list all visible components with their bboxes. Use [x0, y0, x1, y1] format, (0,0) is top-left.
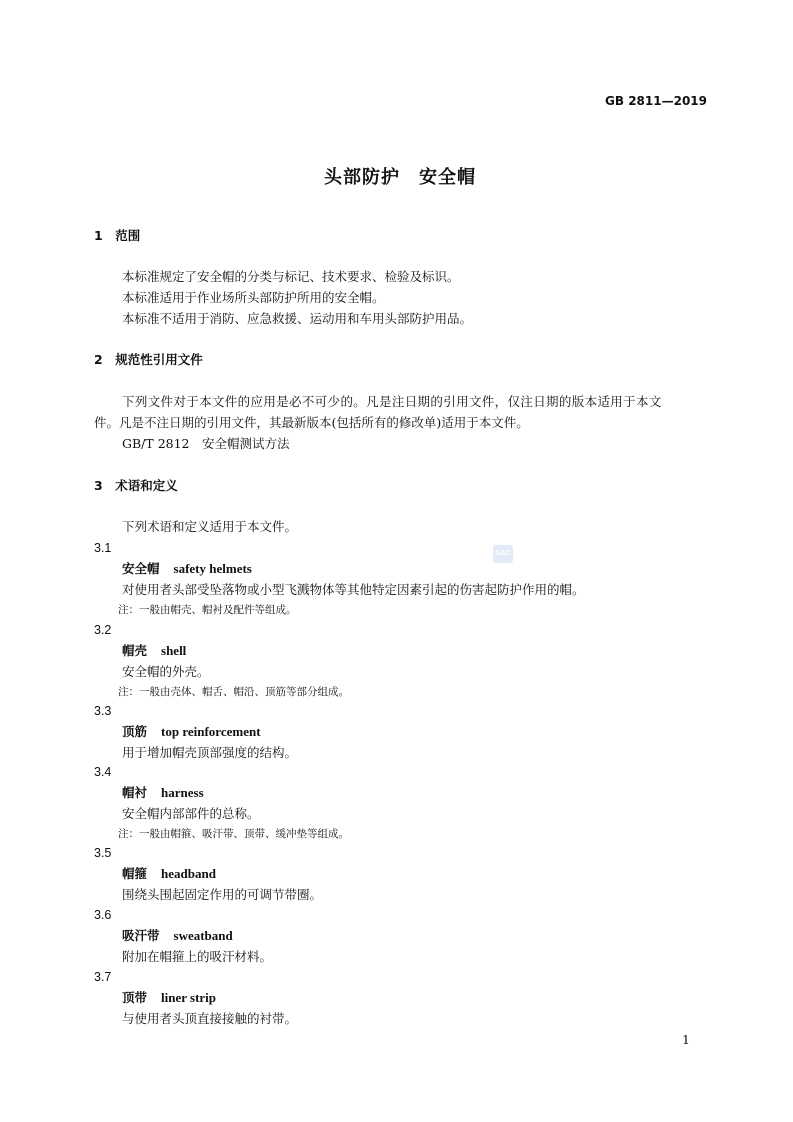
- normative-reference: GB/T 2812 安全帽测试方法: [122, 436, 290, 451]
- paragraph: 本标准适用于作业场所头部防护所用的安全帽。: [122, 290, 385, 305]
- term-number: 3.3: [94, 704, 112, 718]
- paragraph: 本标准规定了安全帽的分类与标记、技术要求、检验及标识。: [122, 269, 460, 284]
- term-zh: 帽壳: [122, 643, 148, 658]
- page-number: 1: [682, 1032, 690, 1047]
- standard-number: GB 2811—2019: [605, 94, 707, 108]
- term-heading: [122, 928, 233, 944]
- term-heading: [122, 785, 204, 801]
- term-zh: 顶带: [122, 990, 148, 1005]
- term-en: shell: [161, 643, 187, 658]
- term-zh: 帽衬: [122, 785, 148, 800]
- term-note: 注：一般由帽壳、帽衬及配件等组成。: [118, 604, 297, 616]
- term-heading: [122, 866, 216, 882]
- term-zh: 吸汗带: [122, 928, 160, 943]
- term-heading: [122, 643, 186, 659]
- term-definition: 与使用者头顶直接接触的衬带。: [122, 1011, 298, 1026]
- term-definition: 用于增加帽壳顶部强度的结构。: [122, 745, 298, 760]
- term-note: 注：一般由壳体、帽舌、帽沿、顶筋等部分组成。: [118, 686, 349, 698]
- term-number: 3.5: [94, 846, 112, 860]
- term-heading: [122, 724, 261, 740]
- section-3-heading: 3 术语和定义: [94, 478, 178, 493]
- paragraph: 下列术语和定义适用于本文件。: [122, 519, 298, 534]
- paragraph: 件。凡是不注日期的引用文件，其最新版本(包括所有的修改单)适用于本文件。: [94, 415, 529, 430]
- term-definition: 安全帽内部部件的总称。: [122, 806, 260, 821]
- section-2-heading: 2 规范性引用文件: [94, 352, 203, 367]
- term-definition: 围绕头围起固定作用的可调节带圈。: [122, 887, 323, 902]
- section-1-heading: 1 范围: [94, 228, 141, 243]
- term-zh: 顶筋: [122, 724, 148, 739]
- term-zh: 安全帽: [122, 561, 160, 576]
- term-number: 3.1: [94, 541, 112, 555]
- term-definition: 安全帽的外壳。: [122, 664, 210, 679]
- term-heading: [122, 561, 252, 577]
- term-en: headband: [161, 866, 216, 881]
- term-en: safety helmets: [173, 561, 252, 576]
- term-number: 3.4: [94, 765, 112, 779]
- term-en: top reinforcement: [161, 724, 261, 739]
- term-note: 注：一般由帽箍、吸汗带、顶带、缓冲垫等组成。: [118, 828, 349, 840]
- paragraph: 下列文件对于本文件的应用是必不可少的。凡是注日期的引用文件，仅注日期的版本适用于本文: [122, 394, 662, 409]
- sac-watermark: SAC: [493, 545, 513, 563]
- term-en: sweatband: [173, 928, 233, 943]
- term-definition: 对使用者头部受坠落物或小型飞溅物体等其他特定因素引起的伤害起防护作用的帽。: [122, 582, 585, 597]
- page-title: 头部防护 安全帽: [324, 167, 476, 188]
- term-number: 3.6: [94, 908, 112, 922]
- term-number: 3.7: [94, 970, 112, 984]
- term-en: liner strip: [161, 990, 217, 1005]
- term-en: harness: [161, 785, 204, 800]
- term-heading: [122, 990, 216, 1006]
- term-zh: 帽箍: [122, 866, 148, 881]
- term-definition: 附加在帽箍上的吸汗材料。: [122, 949, 273, 964]
- term-number: 3.2: [94, 623, 112, 637]
- paragraph: 本标准不适用于消防、应急救援、运动用和车用头部防护用品。: [122, 311, 473, 326]
